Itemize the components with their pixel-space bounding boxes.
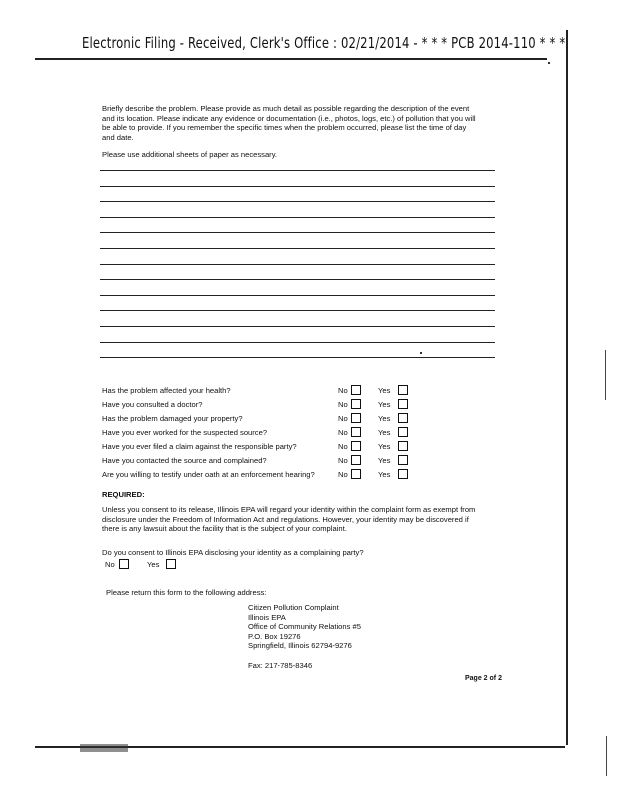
consent-no-label: No	[105, 560, 115, 569]
address-line: P.O. Box 19276	[248, 631, 301, 641]
consent-yes-label: Yes	[147, 560, 160, 569]
no-label: No	[338, 400, 348, 409]
yes-label: Yes	[378, 400, 391, 409]
consent-no-checkbox[interactable]	[119, 559, 129, 569]
address-line: Citizen Pollution Complaint	[248, 603, 339, 612]
required-text-line: Unless you consent to its release, Illinois EPA will regard your identity within the complaint form as exempt from	[102, 505, 476, 514]
no-label: No	[338, 386, 348, 395]
top-rule	[35, 58, 547, 60]
required-heading: REQUIRED:	[102, 490, 145, 499]
scan-mark-lower	[606, 736, 607, 776]
scan-speck	[548, 62, 550, 64]
no-checkbox[interactable]	[351, 441, 361, 451]
return-instruction: Please return this form to the following address:	[106, 588, 267, 597]
scan-smudge	[80, 744, 128, 752]
yes-checkbox[interactable]	[398, 413, 408, 423]
no-checkbox[interactable]	[351, 455, 361, 465]
yes-label: Yes	[378, 386, 391, 395]
no-checkbox[interactable]	[351, 413, 361, 423]
yes-checkbox[interactable]	[398, 441, 408, 451]
question-text: Have you contacted the source and complained?	[102, 456, 267, 465]
question-text: Has the problem affected your health?	[102, 386, 231, 395]
scan-speck	[420, 352, 422, 354]
question-text: Have you ever filed a claim against the responsible party?	[102, 442, 297, 451]
instructions-line: and its location. Please indicate any evidence or documentation (i.e., photos, logs, etc.) of pollution that you will	[102, 113, 476, 123]
address-line: Office of Community Relations #5	[248, 622, 361, 632]
instructions-line: and date.	[102, 132, 134, 142]
question-text: Have you consulted a doctor?	[102, 400, 203, 409]
instructions	[102, 104, 502, 142]
no-checkbox[interactable]	[351, 399, 361, 409]
address-line: Illinois EPA	[248, 612, 286, 622]
question-text: Are you willing to testify under oath at an enforcement hearing?	[102, 470, 315, 479]
required-text-line: disclosure under the Freedom of Information Act and regulations. However, your identity may be discovered if	[102, 514, 469, 524]
consent-question: Do you consent to Illinois EPA disclosing your identity as a complaining party?	[102, 548, 364, 557]
scan-mark	[605, 350, 606, 400]
no-checkbox[interactable]	[351, 427, 361, 437]
mailing-address	[248, 603, 361, 651]
answer-line[interactable]	[100, 279, 495, 280]
yes-label: Yes	[378, 442, 391, 451]
yes-checkbox[interactable]	[398, 455, 408, 465]
answer-line[interactable]	[100, 217, 495, 218]
answer-line[interactable]	[100, 264, 495, 265]
yes-checkbox[interactable]	[398, 399, 408, 409]
no-label: No	[338, 470, 348, 479]
yes-label: Yes	[378, 456, 391, 465]
consent-yes-checkbox[interactable]	[166, 559, 176, 569]
instructions-line: be able to provide. If you remember the specific times when the problem occurred, please list the time of day	[102, 123, 467, 132]
answer-line[interactable]	[100, 326, 495, 327]
address-line: Springfield, Illinois 62794-9276	[248, 641, 352, 651]
yes-label: Yes	[378, 414, 391, 423]
no-label: No	[338, 456, 348, 465]
yes-checkbox[interactable]	[398, 469, 408, 479]
extra-sheets-note: Please use additional sheets of paper as necessary.	[102, 150, 278, 159]
answer-lines[interactable]	[100, 170, 495, 373]
yes-label: Yes	[378, 428, 391, 437]
required-text-line: there is any lawsuit about the facility that is the subject of your complaint.	[102, 524, 347, 533]
required-text	[102, 505, 502, 534]
no-label: No	[338, 414, 348, 423]
scan-edge-line	[566, 30, 568, 745]
question-text: Has the problem damaged your property?	[102, 414, 243, 423]
yes-checkbox[interactable]	[398, 427, 408, 437]
yes-checkbox[interactable]	[398, 385, 408, 395]
answer-line[interactable]	[100, 186, 495, 187]
answer-line[interactable]	[100, 248, 495, 249]
answer-line[interactable]	[100, 170, 495, 171]
no-label: No	[338, 428, 348, 437]
answer-line[interactable]	[100, 232, 495, 233]
fax-number: Fax: 217-785-8346	[248, 661, 313, 670]
answer-line[interactable]	[100, 201, 495, 202]
answer-line[interactable]	[100, 357, 495, 358]
page-number: Page 2 of 2	[465, 675, 502, 682]
filing-stamp: Electronic Filing - Received, Clerk's Office : 02/21/2014 - * * * PCB 2014-110 * * *	[82, 34, 566, 52]
answer-line[interactable]	[100, 310, 495, 311]
answer-line[interactable]	[100, 342, 495, 343]
answer-line[interactable]	[100, 295, 495, 296]
no-checkbox[interactable]	[351, 469, 361, 479]
no-checkbox[interactable]	[351, 385, 361, 395]
no-label: No	[338, 442, 348, 451]
question-text: Have you ever worked for the suspected source?	[102, 428, 268, 437]
instructions-line: Briefly describe the problem. Please provide as much detail as possible regarding the description of the event	[102, 104, 470, 113]
yes-label: Yes	[378, 470, 391, 479]
